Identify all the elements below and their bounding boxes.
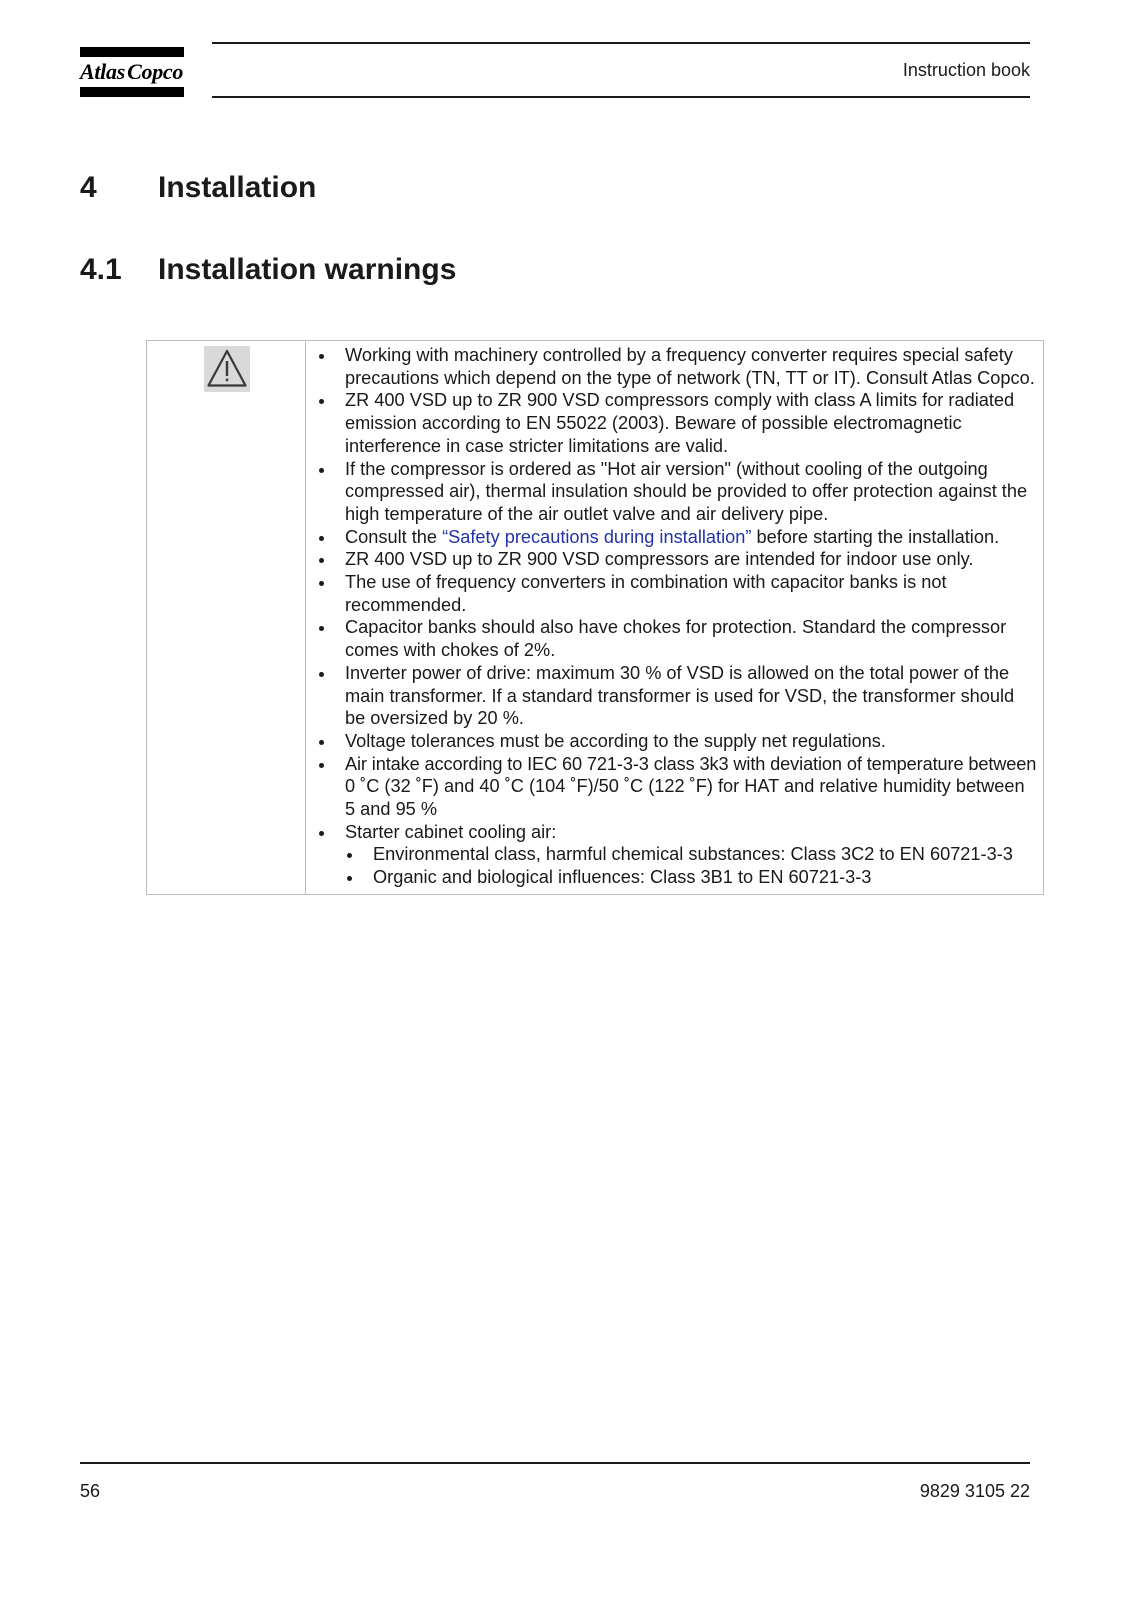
logo-bar-bottom <box>80 87 184 97</box>
bullet-icon <box>347 853 352 858</box>
warning-item <box>306 548 1043 571</box>
warning-text-line: Working with machinery controlled by a frequency converter requires special safety <box>345 345 1013 365</box>
bullet-icon <box>319 740 324 745</box>
chapter-heading <box>80 168 780 208</box>
warning-item <box>306 344 1043 389</box>
header-rule-top <box>212 42 1030 44</box>
warning-item <box>306 458 1043 526</box>
bullet-icon <box>319 468 324 473</box>
warning-text-cell <box>306 341 1043 894</box>
bullet-icon <box>319 536 324 541</box>
warning-text-line: The use of frequency converters in combination with capacitor banks is not <box>345 572 947 593</box>
warning-item <box>306 662 1043 730</box>
bullet-icon <box>319 831 324 836</box>
warning-text-line: If the compressor is ordered as "Hot air version" (without cooling of the outgoing <box>345 458 988 479</box>
warning-sub-item <box>306 866 1043 889</box>
bullet-icon <box>319 763 324 768</box>
warning-text-line: be oversized by 20 %. <box>345 708 524 729</box>
chapter-title: Installation <box>158 171 317 204</box>
warning-text-line: interference in case stricter limitations are valid. <box>345 435 729 456</box>
link-suffix-text: before starting the installation. <box>751 526 1000 547</box>
warning-text-line: Voltage tolerances must be according to the supply net regulations. <box>345 730 886 751</box>
warning-text-line: ZR 400 VSD up to ZR 900 VSD compressors are intended for indoor use only. <box>345 549 974 570</box>
warning-item <box>306 571 1043 616</box>
footer-rule <box>80 1462 1030 1464</box>
bullet-icon <box>319 399 324 404</box>
chapter-number: 4 <box>80 171 97 204</box>
warning-text-line: ZR 400 VSD up to ZR 900 VSD compressors comply with class A limits for radiated <box>345 390 1015 411</box>
atlas-copco-logo: Atlas Copco <box>80 59 184 84</box>
header-rule-bottom <box>212 96 1030 98</box>
bullet-icon <box>319 354 324 359</box>
warning-table <box>146 340 1044 895</box>
logo-bar-top <box>80 47 184 57</box>
warning-icon-cell <box>147 341 306 894</box>
warning-text-line: Capacitor banks should also have chokes for protection. Standard the compressor <box>345 617 1007 638</box>
bullet-icon <box>319 672 324 677</box>
warning-text-line <box>345 526 1043 549</box>
warning-item <box>306 389 1043 457</box>
warning-sub-text-line: Environmental class, harmful chemical substances: Class 3C2 to EN 60721-3-3 <box>373 844 1013 865</box>
warning-text-line: Air intake according to IEC 60 721-3-3 class 3k3 with deviation of temperature between <box>345 753 1037 774</box>
warning-text-line: Inverter power of drive: maximum 30 % of VSD is allowed on the total power of the <box>345 662 1010 683</box>
safety-precautions-link[interactable]: “Safety precautions during installation” <box>442 526 752 547</box>
warning-sub-text-line: Organic and biological influences: Class 3B1 to EN 60721-3-3 <box>373 867 872 888</box>
warning-text-line: comes with chokes of 2%. <box>345 640 556 661</box>
warning-triangle-icon <box>204 346 250 392</box>
warning-item <box>306 526 1043 549</box>
warning-text-line: high temperature of the air outlet valve and air delivery pipe. <box>345 503 829 524</box>
warning-item <box>306 616 1043 661</box>
warning-item <box>306 821 1043 844</box>
page-number: 56 <box>80 1481 101 1501</box>
link-prefix-text: Consult the <box>345 526 443 547</box>
document-number: 9829 3105 22 <box>919 1481 1030 1501</box>
section-heading <box>80 250 780 290</box>
section-title: Installation warnings <box>158 253 457 286</box>
warning-text-line: compressed air), thermal insulation should be provided to offer protection against the <box>345 481 1028 502</box>
bullet-icon <box>347 876 352 881</box>
warning-sub-item <box>306 843 1043 866</box>
warning-item <box>306 730 1043 753</box>
warning-item <box>306 753 1043 821</box>
section-number: 4.1 <box>80 253 122 286</box>
warning-text-line: 5 and 95 % <box>345 799 438 820</box>
warning-text-line: main transformer. If a standard transformer is used for VSD, the transformer should <box>345 685 1015 706</box>
warning-text-line: Starter cabinet cooling air: <box>345 821 557 842</box>
warning-text-line: recommended. <box>345 594 467 615</box>
warning-text-line: emission according to EN 55022 (2003). Beware of possible electromagnetic <box>345 413 962 434</box>
bullet-icon <box>319 558 324 563</box>
bullet-icon <box>319 626 324 631</box>
document-type-label: Instruction book <box>902 60 1030 80</box>
warning-text-line: precautions which depend on the type of network (TN, TT or IT). Consult Atlas Copco. <box>345 367 1035 388</box>
warning-text-line: 0 ˚C (32 ˚F) and 40 ˚C (104 ˚F)/50 ˚C (122 ˚F) for HAT and relative humidity between <box>345 776 1025 797</box>
bullet-icon <box>319 581 324 586</box>
